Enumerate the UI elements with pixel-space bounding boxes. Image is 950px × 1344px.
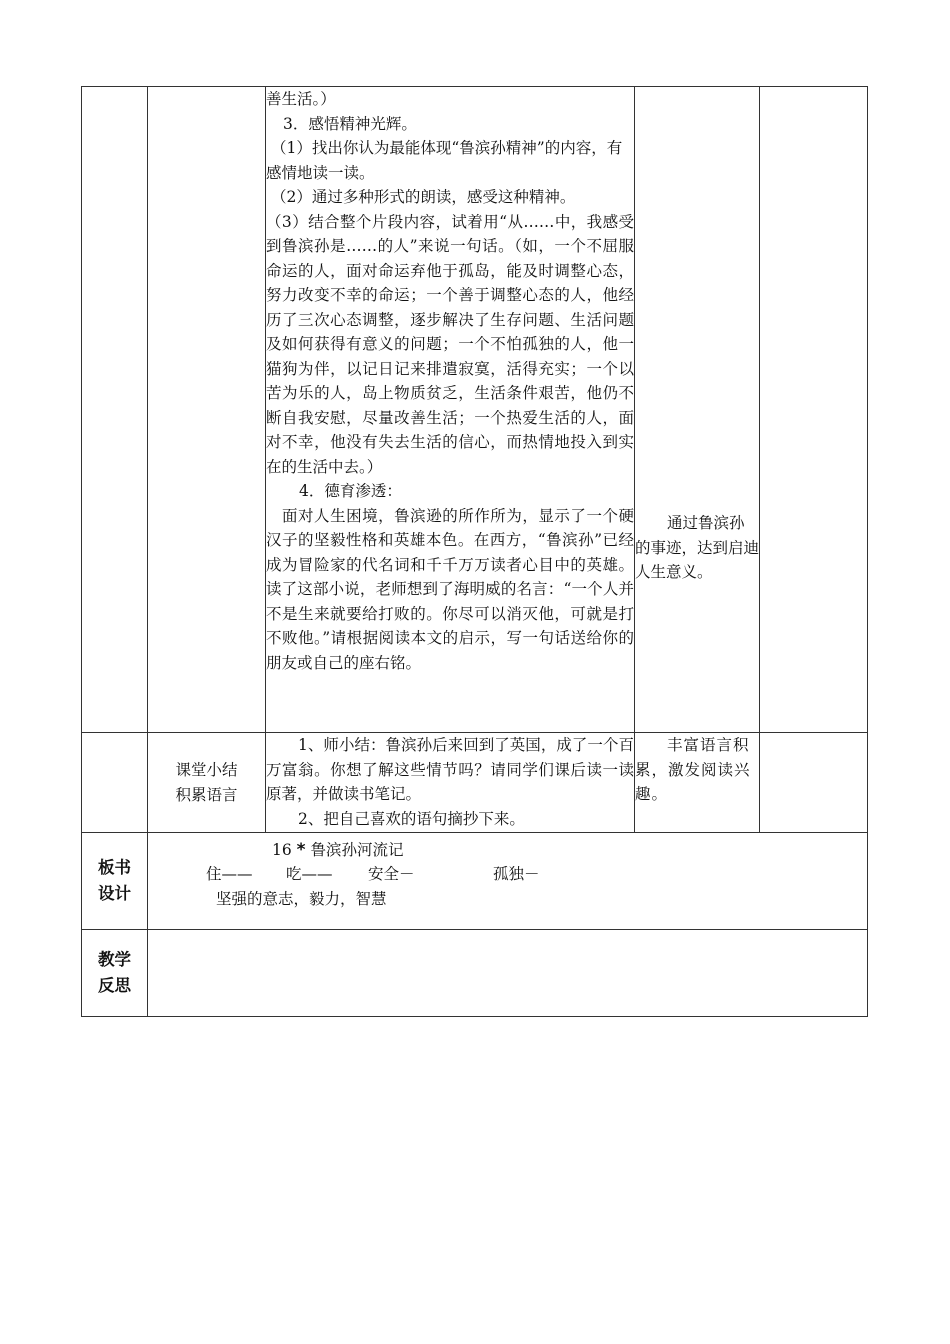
summary-content-cell [266,733,635,833]
lesson-title: 鲁滨孙河流记 [310,841,404,859]
content-heading: 4．德育渗透： [299,482,402,500]
board-item-loneliness: 孤独－ [493,865,540,883]
board-item-live: 住—— [206,865,253,883]
reflection-label-line: 反思 [98,976,131,995]
content-paragraph: 面对人生困境，鲁滨逊的所作所为，显示了一个硬汉子的坚毅性格和英雄本色。在西方，“鲁滨孙”已经成为冒险家的代名词和千千万万读者心目中的英雄。读了这部小说，老师想到了海明威的名言：“一个人并不是生来就要给打败的。你尽可以消灭他，可就是打不败他。”请根据阅读本文的启示，写一句话送给你的朋友或自己的座右铭。 [266,506,634,672]
procedure-row [82,87,868,733]
summary-aim-cell [635,733,760,833]
content-heading: 3．感悟精神光辉。 [283,114,417,133]
board-title [272,838,404,860]
board-label-cell [82,833,148,930]
star-mark: * [296,840,306,860]
empty-note-cell [760,733,868,833]
content-paragraph: （3）结合整个片段内容，试着用“从……中，我感受到鲁滨孙是……的人”来说一句话。（如，一个不屈服命运的人，面对命运弃他于孤岛，能及时调整心态，努力改变不幸的命运；一个善于调整心态的人，他经历了三次心态调整，逐步解决了生存问题、生活问题及如何获得有意义的问题；一个不怕孤独的人，他一猫狗为伴，以记日记来排遣寂寞，活得充实；一个以苦为乐的人，岛上物质贫乏，生活条件艰苦，他仍不断自我安慰，尽量改善生活；一个热爱生活的人，面对不幸，他没有失去生活的信心，而热情地投入到实在的生活中去。） [266,212,634,476]
board-design [148,833,867,929]
board-label-line: 板书 [98,858,131,877]
board-item-safety: 安全－ [368,865,415,883]
lesson-plan-table [81,86,868,1017]
summary-aim-text: 丰富语言积累，激发阅读兴趣。 [635,736,751,803]
empty-step-cell [148,87,266,733]
summary-step-line: 课堂小结 [175,761,238,779]
content-paragraph: （2）通过多种形式的朗读，感受这种精神。 [271,188,576,206]
reflection-label-cell [82,930,148,1017]
reflection-row [82,930,868,1017]
reflection-label-line: 教学 [98,950,131,969]
board-label-line: 设计 [98,884,131,903]
content-line: 善生活。） [266,90,336,108]
lesson-number: 16 [272,841,292,859]
summary-row [82,733,868,833]
board-item-eat: 吃—— [286,865,333,883]
board-content-cell [148,833,868,930]
summary-step-cell [148,733,266,833]
summary-paragraph: 2、把自己喜欢的语句摘抄下来。 [298,809,525,828]
empty-label-cell [82,87,148,733]
summary-paragraph: 1、师小结：鲁滨孙后来回到了英国，成了一个百万富翁。你想了解这些情节吗？请同学们课后读一读原著，并做读书笔记。 [266,736,634,803]
aim-text: 通过鲁滨孙的事迹，达到启迪人生意义。 [635,514,760,581]
board-summary-line: 坚强的意志，毅力，智慧 [216,890,387,908]
empty-note-cell [760,87,868,733]
content-paragraph: （1）找出你认为最能体现“鲁滨孙精神”的内容，有感情地读一读。 [266,139,623,182]
reflection-content-cell [148,930,868,1017]
aim-cell [635,87,760,733]
summary-step-line: 积累语言 [175,785,238,804]
main-content-cell [266,87,635,733]
empty-label-cell [82,733,148,833]
board-row [82,833,868,930]
